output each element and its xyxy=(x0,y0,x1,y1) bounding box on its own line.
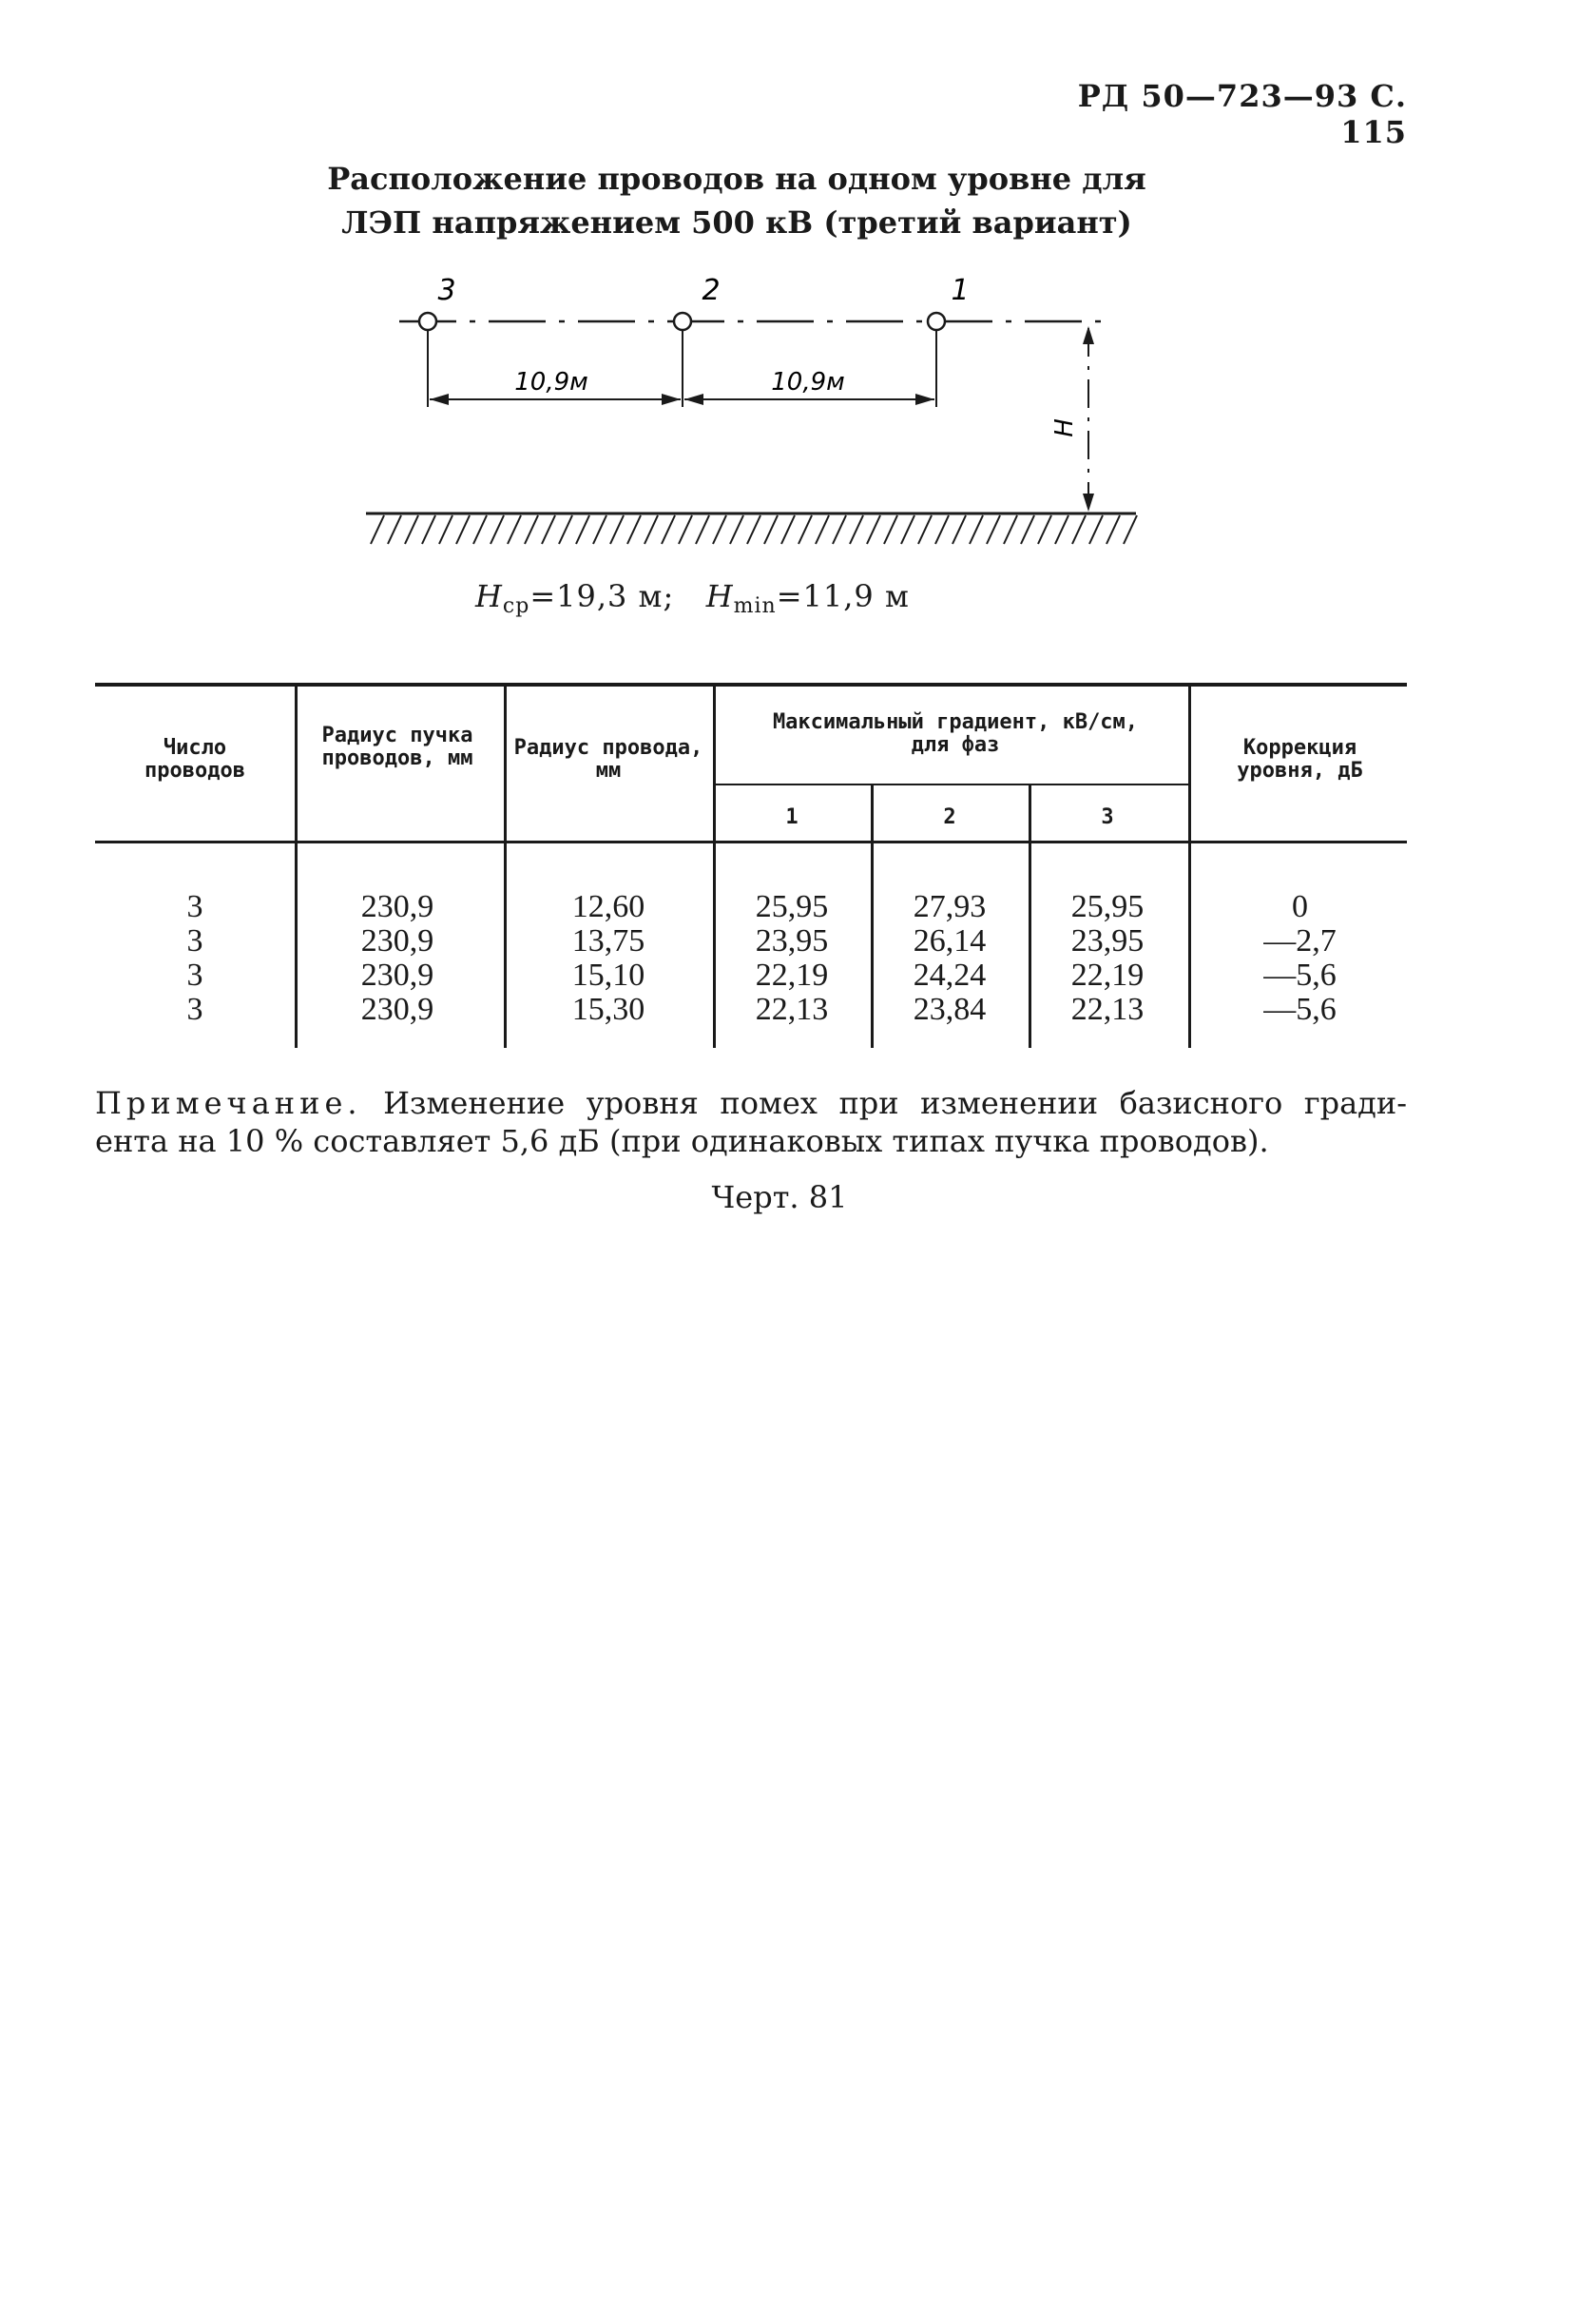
hatch-stroke xyxy=(747,515,760,544)
header-phase-1: 1 xyxy=(785,805,799,829)
cell-wire-radius: 15,30 xyxy=(571,992,645,1027)
hatch-stroke xyxy=(439,515,452,544)
cell-phase-3-gradient: 25,95 xyxy=(1070,889,1145,924)
cell-level-correction: —2,7 xyxy=(1263,923,1337,959)
ground-hatching xyxy=(371,515,1137,544)
cell-phase-1-gradient: 22,13 xyxy=(755,992,829,1027)
hatch-stroke xyxy=(576,515,589,544)
column-divider xyxy=(1188,687,1191,1048)
cell-phase-2-gradient: 26,14 xyxy=(913,923,987,959)
cell-wire-radius: 12,60 xyxy=(571,889,645,924)
column-divider xyxy=(295,687,298,1048)
cell-wire-count: 3 xyxy=(186,992,203,1027)
hatch-stroke xyxy=(679,515,692,544)
hatch-stroke xyxy=(473,515,487,544)
hatch-stroke xyxy=(1021,515,1034,544)
note-text-1: Изменение уровня помех при изменении базисного гради- xyxy=(383,1085,1408,1121)
hatch-stroke xyxy=(764,515,778,544)
header-wire-radius: Радиус провода, мм xyxy=(513,736,703,783)
wire-label-3: 3 xyxy=(437,274,456,307)
column-divider xyxy=(713,687,716,1048)
header-max-gradient: Максимальный градиент, кВ/см, для фаз xyxy=(772,710,1139,757)
note-line-2: ента на 10 % составляет 5,6 дБ (при одинаковых типах пучка проводов). xyxy=(95,1123,1269,1159)
dimension-arrow xyxy=(684,394,703,405)
wire-1-marker xyxy=(928,313,945,330)
hatch-stroke xyxy=(388,515,401,544)
cell-phase-3-gradient: 23,95 xyxy=(1070,923,1145,959)
hatch-stroke xyxy=(456,515,470,544)
header-wire-count: Число проводов xyxy=(144,736,245,783)
hatch-stroke xyxy=(901,515,914,544)
hatch-stroke xyxy=(850,515,863,544)
hatch-stroke xyxy=(508,515,521,544)
hatch-stroke xyxy=(542,515,555,544)
wire-layout-diagram xyxy=(0,0,1578,571)
cell-level-correction: —5,6 xyxy=(1263,958,1337,993)
hatch-stroke xyxy=(491,515,504,544)
hatch-stroke xyxy=(627,515,641,544)
hatch-stroke xyxy=(610,515,624,544)
hatch-stroke xyxy=(593,515,606,544)
hatch-stroke xyxy=(918,515,932,544)
header-bundle-radius: Радиус пучка проводов, мм xyxy=(321,724,473,770)
hatch-stroke xyxy=(884,515,897,544)
cell-level-correction: 0 xyxy=(1292,889,1308,924)
hatch-stroke xyxy=(799,515,812,544)
height-arrow-bottom xyxy=(1083,494,1094,512)
note-line-1 xyxy=(95,1084,1407,1122)
hatch-stroke xyxy=(371,515,384,544)
cell-wire-count: 3 xyxy=(186,889,203,924)
header-phase-3: 3 xyxy=(1101,805,1114,829)
cell-bundle-radius: 230,9 xyxy=(360,923,434,959)
table-header-rule xyxy=(95,841,1407,843)
cell-level-correction: —5,6 xyxy=(1263,992,1337,1027)
hatch-stroke xyxy=(1107,515,1120,544)
dimension-arrow xyxy=(430,394,449,405)
cell-phase-1-gradient: 25,95 xyxy=(755,889,829,924)
cell-wire-count: 3 xyxy=(186,923,203,959)
figure-title-line-1: Расположение проводов на одном уровне для xyxy=(327,161,1146,197)
cell-phase-1-gradient: 22,19 xyxy=(755,958,829,993)
note xyxy=(95,1084,1407,1160)
table-top-rule xyxy=(95,683,1407,687)
cell-phase-2-gradient: 27,93 xyxy=(913,889,987,924)
cell-bundle-radius: 230,9 xyxy=(360,889,434,924)
height-arrow-top xyxy=(1083,326,1094,344)
hatch-stroke xyxy=(970,515,983,544)
hatch-stroke xyxy=(730,515,743,544)
cell-phase-3-gradient: 22,13 xyxy=(1070,992,1145,1027)
cell-wire-radius: 13,75 xyxy=(571,923,645,959)
h-avg-value: =19,3 м; xyxy=(529,578,675,614)
hatch-stroke xyxy=(1004,515,1017,544)
dimension-label-right: 10,9м xyxy=(771,368,845,397)
column-divider xyxy=(871,785,874,1048)
hatch-stroke xyxy=(781,515,795,544)
phase-subheader-rule xyxy=(715,784,1190,785)
height-formula xyxy=(475,578,1046,618)
wire-3-marker xyxy=(419,313,436,330)
hatch-stroke xyxy=(1089,515,1103,544)
wire-label-2: 2 xyxy=(702,274,721,307)
cell-phase-1-gradient: 23,95 xyxy=(755,923,829,959)
cell-wire-count: 3 xyxy=(186,958,203,993)
hatch-stroke xyxy=(525,515,538,544)
column-divider xyxy=(1029,785,1031,1048)
figure-title-line-2: ЛЭП напряжением 500 кВ (третий вариант) xyxy=(341,204,1132,241)
dimension-label-left: 10,9м xyxy=(514,368,588,397)
page-header: РД 50—723—93 С. 115 xyxy=(1077,78,1407,150)
cell-wire-radius: 15,10 xyxy=(571,958,645,993)
h-min-value: =11,9 м xyxy=(776,578,910,614)
wire-label-1: 1 xyxy=(951,274,970,307)
header-level-correction: Коррекция уровня, дБ xyxy=(1237,736,1363,783)
hatch-stroke xyxy=(405,515,418,544)
hatch-stroke xyxy=(1124,515,1137,544)
note-label: Примечание. xyxy=(95,1085,362,1121)
h-min-subscript: min xyxy=(733,594,777,618)
dimension-arrow xyxy=(662,394,681,405)
hatch-stroke xyxy=(935,515,949,544)
wire-2-marker xyxy=(674,313,691,330)
header-phase-2: 2 xyxy=(943,805,956,829)
cell-phase-3-gradient: 22,19 xyxy=(1070,958,1145,993)
cell-bundle-radius: 230,9 xyxy=(360,958,434,993)
hatch-stroke xyxy=(662,515,675,544)
hatch-stroke xyxy=(713,515,726,544)
hatch-stroke xyxy=(867,515,880,544)
hatch-stroke xyxy=(816,515,829,544)
column-divider xyxy=(504,687,507,1048)
h-avg-subscript: ср xyxy=(502,594,530,618)
hatch-stroke xyxy=(645,515,658,544)
h-min-symbol: H xyxy=(705,578,734,614)
hatch-stroke xyxy=(1072,515,1086,544)
hatch-stroke xyxy=(1038,515,1051,544)
hatch-stroke xyxy=(422,515,435,544)
cell-phase-2-gradient: 23,84 xyxy=(913,992,987,1027)
hatch-stroke xyxy=(1055,515,1068,544)
dimension-arrow xyxy=(915,394,934,405)
hatch-stroke xyxy=(559,515,572,544)
figure-caption: Черт. 81 xyxy=(711,1179,848,1215)
height-label: H xyxy=(1050,418,1079,437)
h-avg-symbol: H xyxy=(475,578,503,614)
hatch-stroke xyxy=(953,515,966,544)
cell-phase-2-gradient: 24,24 xyxy=(913,958,987,993)
hatch-stroke xyxy=(833,515,846,544)
cell-bundle-radius: 230,9 xyxy=(360,992,434,1027)
hatch-stroke xyxy=(987,515,1000,544)
hatch-stroke xyxy=(696,515,709,544)
